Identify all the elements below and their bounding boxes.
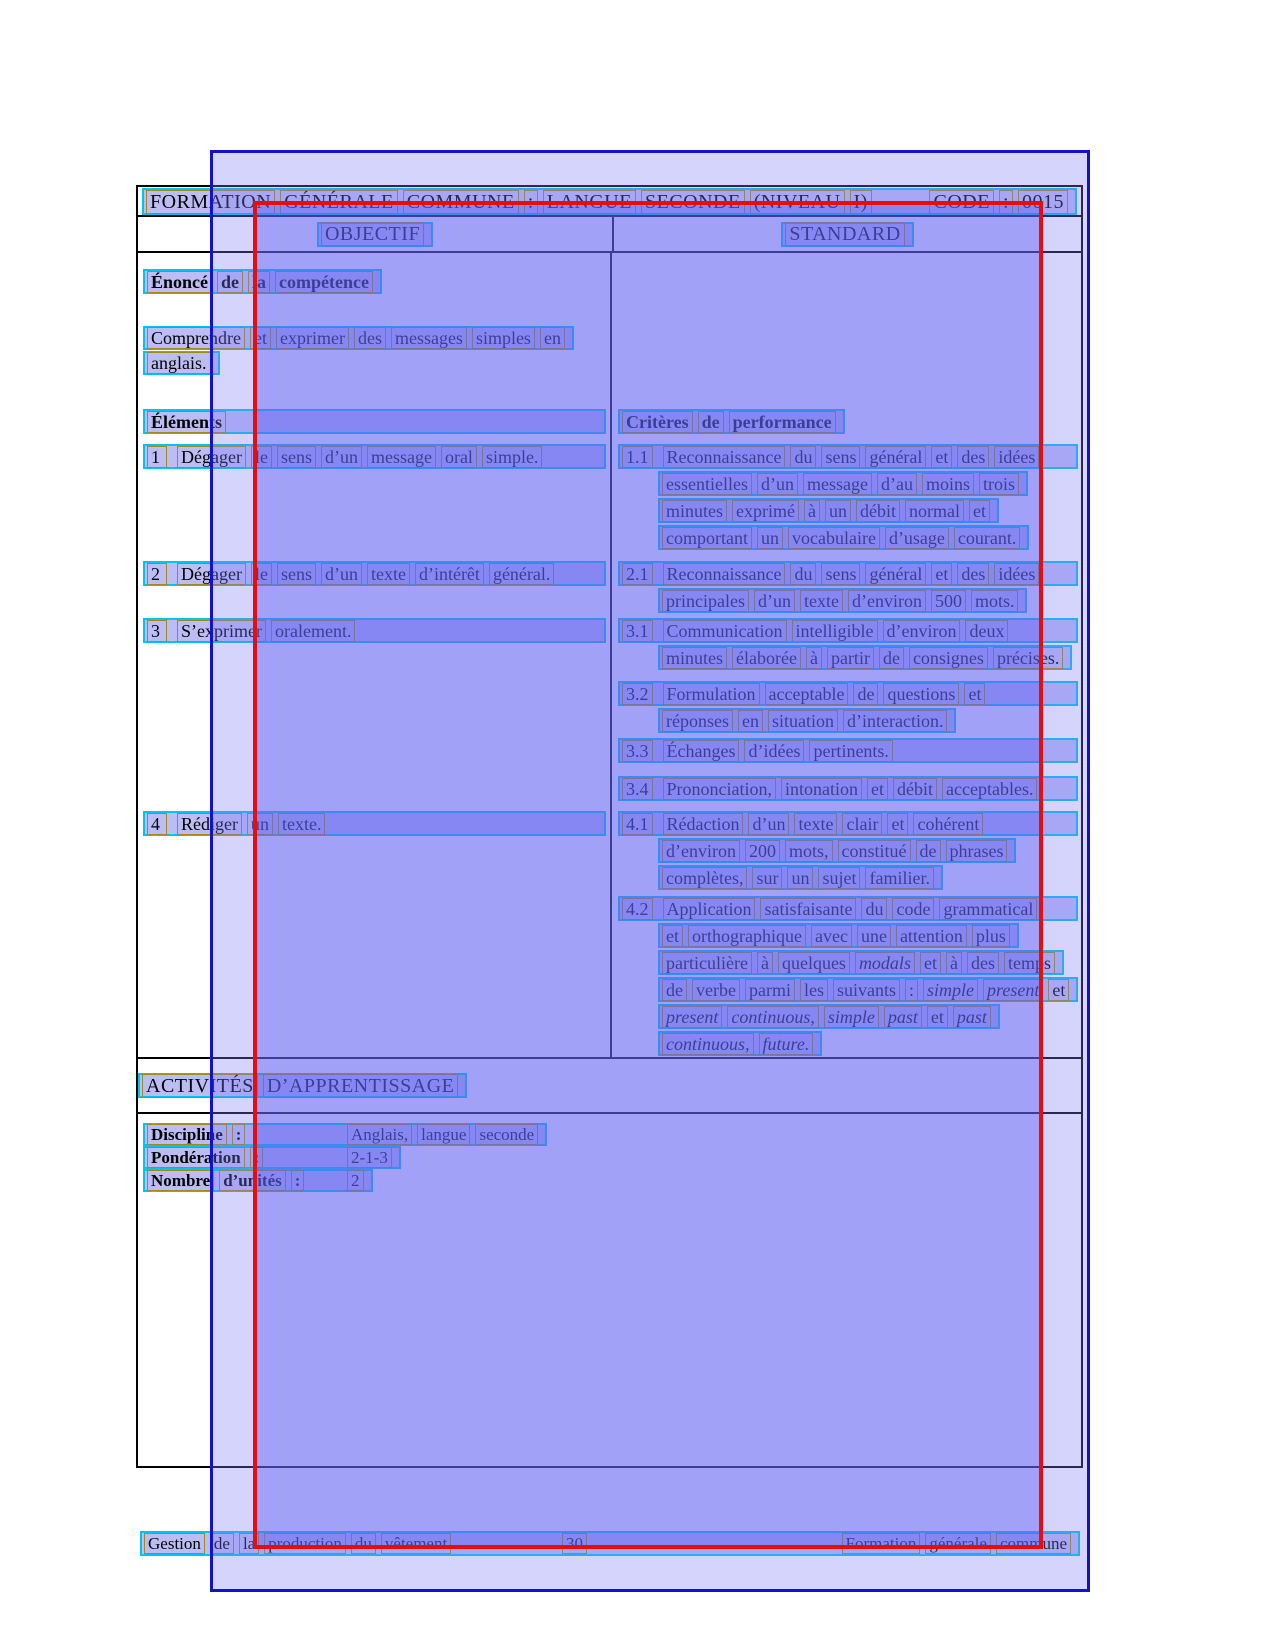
word-box: d’un <box>321 446 362 468</box>
word-box: exprimé <box>732 500 799 522</box>
word-box: vêtement <box>381 1533 451 1554</box>
criteres-heading <box>618 409 845 434</box>
objectif-cell <box>138 253 612 1057</box>
ocr-line-box <box>143 1169 373 1192</box>
word-box: général <box>865 563 926 585</box>
word-box: clair <box>842 813 882 835</box>
word-box: principales <box>662 590 749 612</box>
word-box: à <box>946 952 962 974</box>
word-box: simple <box>824 1006 879 1028</box>
word-box: des <box>354 327 386 349</box>
word-box: et <box>920 952 941 974</box>
ocr-line-box <box>658 525 1029 550</box>
word-box: d’environ <box>883 620 961 642</box>
word-box: des <box>957 446 989 468</box>
document-code <box>929 190 1073 214</box>
word-box: anglais. <box>147 352 211 374</box>
word-box: des <box>967 952 999 974</box>
word-box: Dégager <box>177 446 246 468</box>
word-box: précises. <box>993 647 1063 669</box>
word-box: 2-1-3 <box>347 1147 392 1168</box>
word-box: : <box>250 1147 264 1168</box>
word-box: Nombre <box>147 1170 214 1191</box>
column-header-row <box>138 217 1081 253</box>
ocr-line-box <box>658 708 956 733</box>
word-box: I) <box>850 190 872 214</box>
enonce-heading <box>143 269 382 294</box>
item-number: 1.1 <box>622 446 653 468</box>
word-box: le <box>251 563 272 585</box>
ocr-line-box <box>143 1123 547 1146</box>
word-box: minutes <box>662 500 727 522</box>
enonce-heading-block <box>143 269 606 294</box>
word-box: acceptables. <box>942 778 1037 800</box>
footer-page-number <box>562 1533 592 1554</box>
word-box: Rédaction <box>663 813 744 835</box>
word-box: Énoncé <box>147 271 212 293</box>
standard-header-cell <box>614 217 1081 251</box>
ocr-line-box <box>143 326 574 350</box>
word-box: idées <box>994 446 1039 468</box>
word-box: mots, <box>785 840 833 862</box>
word-box: Discipline <box>147 1124 227 1145</box>
word-box: élaborée <box>732 647 801 669</box>
word-box: Dégager <box>177 563 246 585</box>
word-box: present <box>983 979 1043 1001</box>
critere-item <box>618 618 1078 672</box>
word-box: moins <box>922 473 974 495</box>
word-box: Anglais, <box>347 1124 412 1145</box>
word-box: et <box>887 813 908 835</box>
word-box: du <box>790 563 816 585</box>
objectif-header <box>317 222 433 247</box>
ocr-line-box <box>143 811 606 836</box>
word-box: 500 <box>931 590 966 612</box>
word-box: d’usage <box>885 527 949 549</box>
word-box: Reconnaissance <box>663 446 786 468</box>
main-row <box>138 253 1081 1059</box>
word-box: d’environ <box>848 590 926 612</box>
word-box: commune <box>996 1533 1071 1554</box>
element-item <box>143 811 606 838</box>
word-box: CODE <box>929 190 993 214</box>
doc-table <box>136 185 1083 1468</box>
word-box: continuous, <box>727 1006 819 1028</box>
ocr-line-box <box>140 1531 1080 1556</box>
word-box: COMMUNE <box>403 190 519 214</box>
info-label <box>147 1147 347 1168</box>
word-box: production <box>264 1533 346 1554</box>
word-box: LANGUE <box>543 190 636 214</box>
word-box: verbe <box>692 979 740 1001</box>
ocr-line-box <box>143 618 606 643</box>
ocr-line-box <box>658 645 1072 670</box>
ocr-line-box <box>658 498 999 523</box>
word-box: : <box>524 190 538 214</box>
word-box: OBJECTIF <box>321 222 424 246</box>
footer-right-text <box>842 1533 1076 1554</box>
word-box: Rédiger <box>177 813 242 835</box>
ocr-line-box <box>658 923 1019 948</box>
word-box: et <box>662 925 683 947</box>
word-box: avec <box>811 925 852 947</box>
ocr-line-box <box>618 618 1078 643</box>
word-box: pertinents. <box>809 740 892 762</box>
critere-item <box>618 776 1078 803</box>
critere-item <box>618 681 1078 735</box>
item-number: 3 <box>147 620 167 642</box>
word-box: et <box>1048 979 1069 1001</box>
element-item <box>143 561 606 588</box>
critere-item <box>618 738 1078 765</box>
ocr-line-box <box>143 444 606 469</box>
ocr-line-box <box>618 776 1078 801</box>
info-label <box>147 1170 347 1191</box>
word-box: de <box>210 1533 234 1554</box>
element-item <box>143 444 606 471</box>
item-number: 3.1 <box>622 620 653 642</box>
item-number: 3.4 <box>622 778 653 800</box>
word-box: Pondération <box>147 1147 245 1168</box>
ocr-line-box <box>618 811 1078 836</box>
word-box: partir <box>827 647 874 669</box>
word-box: sens <box>277 446 316 468</box>
item-number: 4 <box>147 813 167 835</box>
critere-item <box>618 896 1078 1058</box>
word-box: simple <box>923 979 978 1001</box>
word-box: du <box>790 446 816 468</box>
word-box: sens <box>277 563 316 585</box>
word-box: idées <box>994 563 1039 585</box>
word-box: d’un <box>757 473 798 495</box>
word-box: future. <box>759 1033 814 1055</box>
ocr-line-box <box>658 977 1078 1002</box>
word-box: compétence <box>275 271 373 293</box>
word-box: de <box>916 840 941 862</box>
word-box: d’intérêt <box>415 563 484 585</box>
word-box: général. <box>489 563 554 585</box>
word-box: texte <box>367 563 410 585</box>
word-box: ACTIVITÉS <box>142 1074 258 1098</box>
word-box: past <box>884 1006 922 1028</box>
word-box: en <box>738 710 763 732</box>
ocr-line-box <box>618 444 1078 469</box>
ocr-line-box <box>658 838 1016 863</box>
word-box: : <box>232 1124 246 1145</box>
word-box: le <box>251 446 272 468</box>
word-box: Gestion <box>144 1533 205 1554</box>
header-row <box>138 187 1081 217</box>
word-box: S’exprimer <box>177 620 266 642</box>
word-box: messages <box>391 327 467 349</box>
word-box: message <box>367 446 436 468</box>
word-box: : <box>905 979 918 1001</box>
word-box: d’un <box>321 563 362 585</box>
word-box: débit <box>893 778 937 800</box>
objectif-header-cell <box>138 217 614 251</box>
word-box: : <box>999 190 1013 214</box>
word-box: de <box>879 647 904 669</box>
info-row <box>143 1169 1078 1192</box>
word-box: performance <box>729 411 836 433</box>
elements-heading-block <box>143 409 606 434</box>
word-box: de <box>698 411 724 433</box>
word-box: oral <box>441 446 477 468</box>
activities-title <box>138 1073 467 1098</box>
word-box: les <box>800 979 828 1001</box>
word-box: d’interaction. <box>843 710 947 732</box>
word-box: une <box>857 925 891 947</box>
word-box: la <box>239 1533 259 1554</box>
word-box: général <box>865 446 926 468</box>
word-box: Prononciation, <box>663 778 777 800</box>
info-row <box>143 1123 1078 1146</box>
word-box: simple. <box>482 446 543 468</box>
word-box: consignes <box>909 647 988 669</box>
word-box: : <box>291 1170 305 1191</box>
word-box: constitué <box>838 840 911 862</box>
word-box: et <box>867 778 888 800</box>
word-box: sujet <box>818 867 860 889</box>
item-number: 3.2 <box>622 683 653 705</box>
word-box: complètes, <box>662 867 747 889</box>
word-box: Formulation <box>663 683 760 705</box>
word-box: un <box>825 500 851 522</box>
ocr-line-box <box>143 561 606 586</box>
word-box: à <box>806 647 822 669</box>
word-box: sens <box>821 563 860 585</box>
word-box: d’un <box>754 590 795 612</box>
word-box: intelligible <box>792 620 878 642</box>
ocr-line-box <box>618 561 1078 586</box>
word-box: familier. <box>865 867 933 889</box>
word-box: de <box>853 683 878 705</box>
ocr-line-box <box>618 738 1078 763</box>
word-box: trois <box>979 473 1019 495</box>
enonce-paragraph <box>143 326 606 376</box>
word-box: quelques <box>778 952 850 974</box>
critere-item <box>618 811 1078 892</box>
ocr-line-box <box>658 1004 1000 1029</box>
word-box: 200 <box>745 840 780 862</box>
ocr-line-box <box>143 1146 401 1169</box>
word-box: du <box>351 1533 376 1554</box>
item-number: 1 <box>147 446 167 468</box>
word-box: minutes <box>662 647 727 669</box>
word-box: sens <box>821 446 860 468</box>
word-box: questions <box>883 683 959 705</box>
ocr-line-box <box>142 188 1077 215</box>
word-box: intonation <box>781 778 862 800</box>
word-box: Échanges <box>663 740 740 762</box>
word-box: à <box>804 500 820 522</box>
word-box: parmi <box>745 979 795 1001</box>
word-box: vocabulaire <box>788 527 880 549</box>
word-box: réponses <box>662 710 733 732</box>
item-number: 2.1 <box>622 563 653 585</box>
word-box: Comprendre <box>147 327 245 349</box>
word-box: un <box>787 867 813 889</box>
word-box: courant. <box>954 527 1020 549</box>
ocr-line-box <box>618 681 1078 706</box>
info-section <box>138 1114 1081 1466</box>
word-box: (NIVEAU <box>750 190 845 214</box>
word-box: 2 <box>347 1170 364 1191</box>
word-box: et <box>964 683 985 705</box>
ocr-line-box <box>658 950 1064 975</box>
word-box: et <box>931 563 952 585</box>
word-box: code <box>892 898 934 920</box>
word-box: générale <box>925 1533 991 1554</box>
critere-item <box>618 444 1078 552</box>
word-box: texte. <box>278 813 325 835</box>
word-box: grammatical <box>939 898 1037 920</box>
word-box: particulière <box>662 952 752 974</box>
criteres-heading-block <box>618 409 1078 434</box>
ocr-line-box <box>618 896 1078 921</box>
word-box: des <box>957 563 989 585</box>
word-box: texte <box>794 813 837 835</box>
page-footer <box>140 1531 1080 1556</box>
word-box: en <box>540 327 565 349</box>
standard-cell <box>612 253 1081 1057</box>
info-label <box>147 1124 347 1145</box>
word-box: continuous, <box>662 1033 754 1055</box>
word-box: d’au <box>877 473 917 495</box>
ocr-line-box <box>143 351 220 375</box>
word-box: Formation <box>842 1533 921 1554</box>
word-box: temps <box>1004 952 1055 974</box>
word-box: d’idées <box>744 740 804 762</box>
word-box: deux <box>965 620 1008 642</box>
ocr-line-box <box>658 865 943 890</box>
word-box: texte <box>800 590 843 612</box>
word-box: seconde <box>475 1124 538 1145</box>
word-box: d’un <box>748 813 789 835</box>
word-box: débit <box>856 500 900 522</box>
word-box: oralement. <box>271 620 355 642</box>
word-box: suivants <box>833 979 900 1001</box>
word-box: de <box>217 271 243 293</box>
word-box: satisfaisante <box>760 898 856 920</box>
word-box: simples <box>472 327 535 349</box>
info-row <box>143 1146 1078 1169</box>
word-box: Critères <box>622 411 693 433</box>
word-box: et <box>250 327 271 349</box>
word-box: d’unités <box>219 1170 286 1191</box>
word-box: comportant <box>662 527 752 549</box>
ocr-line-box <box>658 1031 822 1056</box>
word-box: et <box>931 446 952 468</box>
page-title <box>146 190 877 214</box>
word-box: essentielles <box>662 473 752 495</box>
word-box: STANDARD <box>785 222 904 246</box>
elements-heading <box>143 409 606 434</box>
item-number: 2 <box>147 563 167 585</box>
word-box: et <box>969 500 990 522</box>
word-box: la <box>248 271 270 293</box>
footer-left-text <box>144 1533 456 1554</box>
element-item <box>143 618 606 645</box>
standard-header <box>781 222 913 247</box>
word-box: message <box>803 473 872 495</box>
word-box: GÉNÉRALE <box>280 190 398 214</box>
word-box: mots. <box>971 590 1019 612</box>
word-box: FORMATION <box>146 190 275 214</box>
word-box: phrases <box>946 840 1008 862</box>
word-box: d’environ <box>662 840 740 862</box>
word-box: cohérent <box>913 813 983 835</box>
word-box: un <box>757 527 783 549</box>
word-box: sur <box>752 867 782 889</box>
word-box: exprimer <box>276 327 349 349</box>
word-box: present <box>662 1006 722 1028</box>
word-box: situation <box>768 710 838 732</box>
word-box: attention <box>896 925 967 947</box>
item-number: 4.1 <box>622 813 653 835</box>
word-box: de <box>662 979 687 1001</box>
critere-item <box>618 561 1078 615</box>
word-box: normal <box>905 500 964 522</box>
item-number: 4.2 <box>622 898 653 920</box>
word-box: Éléments <box>147 411 226 433</box>
word-box: un <box>247 813 273 835</box>
word-box: du <box>861 898 887 920</box>
word-box: plus <box>972 925 1010 947</box>
word-box: acceptable <box>765 683 849 705</box>
word-box: Communication <box>663 620 787 642</box>
word-box: D’APPRENTISSAGE <box>263 1074 459 1098</box>
word-box: langue <box>417 1124 470 1145</box>
item-number: 3.3 <box>622 740 653 762</box>
word-box: past <box>953 1006 991 1028</box>
word-box: Application <box>663 898 756 920</box>
ocr-line-box <box>658 471 1028 496</box>
ocr-line-box <box>658 588 1027 613</box>
word-box: Reconnaissance <box>663 563 786 585</box>
word-box: et <box>927 1006 948 1028</box>
word-box: 30 <box>562 1533 587 1554</box>
activities-row <box>138 1059 1081 1114</box>
word-box: 0015 <box>1018 190 1068 214</box>
word-box: modals <box>855 952 915 974</box>
word-box: SECONDE <box>641 190 745 214</box>
word-box: à <box>757 952 773 974</box>
word-box: orthographique <box>688 925 806 947</box>
